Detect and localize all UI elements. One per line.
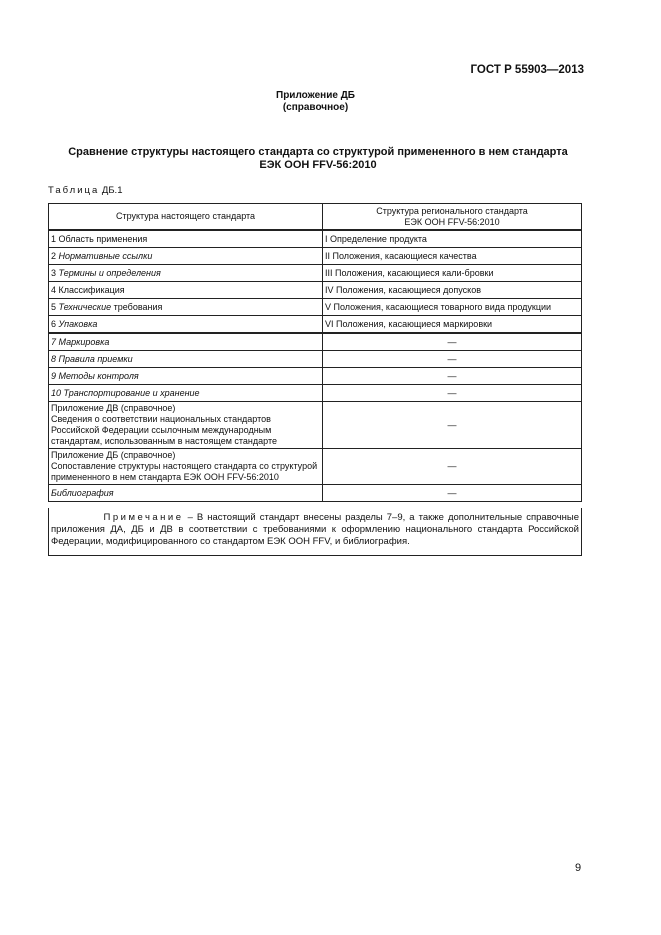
row-left-italic: Нормативные ссылки bbox=[58, 250, 153, 261]
row-left: 1 Область применения bbox=[49, 230, 323, 248]
table-row bbox=[49, 351, 582, 368]
row-right: III Положения, касающиеся кали-бровки bbox=[323, 265, 582, 282]
table-row bbox=[49, 449, 582, 485]
table-row bbox=[49, 282, 582, 299]
row-left-number: 2 bbox=[51, 250, 57, 261]
header-right-line-2: ЕЭК ООН FFV-56:2010 bbox=[404, 216, 500, 227]
row-left-italic: 8 Правила приемки bbox=[51, 353, 133, 364]
row-left bbox=[49, 485, 323, 502]
header-right-line-1: Структура регионального стандарта bbox=[376, 205, 528, 216]
note-text: – В настоящий стандарт внесены разделы 7–9, а также дополнительные справочные приложения ДА, ДБ и ДВ в соответствии с требованиями к оформлению национального стандарта Российской Федерации, модифицированного со стандартом ЕЭК ООН FFV, и библиография. bbox=[51, 512, 580, 547]
row-left bbox=[49, 449, 323, 485]
row-left-italic: Технические bbox=[58, 301, 112, 312]
structure-comparison-table bbox=[48, 203, 582, 502]
row-left bbox=[49, 385, 323, 402]
row-left bbox=[49, 368, 323, 385]
row-right-dash: — bbox=[323, 402, 582, 449]
appendix-subtitle: (справочное) bbox=[282, 102, 349, 113]
row-right: II Положения, касающиеся качества bbox=[323, 248, 582, 265]
row-left bbox=[49, 248, 323, 265]
row-left-line-1: Приложение ДВ (справочное) bbox=[51, 403, 176, 413]
row-left bbox=[49, 333, 323, 351]
row-left: 4 Классификация bbox=[49, 282, 323, 299]
row-right: V Положения, касающиеся товарного вида продукции bbox=[323, 299, 582, 316]
main-title-line-1: Сравнение структуры настоящего стандарта со структурой примененного в нем стандарта bbox=[68, 146, 568, 158]
row-right: VI Положения, касающиеся маркировки bbox=[323, 316, 582, 334]
row-right-dash: — bbox=[323, 351, 582, 368]
table-row bbox=[49, 299, 582, 316]
row-left-italic: 7 Маркировка bbox=[51, 336, 110, 347]
row-left bbox=[49, 299, 323, 316]
table-row bbox=[49, 368, 582, 385]
row-left-italic: 9 Методы контроля bbox=[51, 370, 139, 381]
table-caption bbox=[48, 185, 122, 196]
table-caption-number: ДБ.1 bbox=[101, 185, 123, 196]
table-note bbox=[48, 508, 582, 556]
row-left-number: 3 bbox=[51, 267, 57, 278]
table-row bbox=[49, 485, 582, 502]
table-row bbox=[49, 333, 582, 351]
table-row bbox=[49, 385, 582, 402]
row-left bbox=[49, 351, 323, 368]
note-label: Примечание bbox=[103, 512, 184, 523]
row-left-italic: Упаковка bbox=[58, 318, 98, 329]
row-left-line-1: Приложение ДБ (справочное) bbox=[51, 450, 176, 460]
table-row bbox=[49, 230, 582, 248]
appendix-heading bbox=[0, 90, 661, 114]
row-right-dash: — bbox=[323, 368, 582, 385]
row-left-line-2: Сопоставление структуры настоящего стандарта со структурой примененного в нем стандарта ЕЭК ООН FFV-56:2010 bbox=[51, 461, 318, 482]
table-row bbox=[49, 316, 582, 334]
appendix-title: Приложение ДБ bbox=[276, 90, 355, 101]
row-left bbox=[49, 402, 323, 449]
main-title-line-2: ЕЭК ООН FFV-56:2010 bbox=[259, 159, 377, 171]
row-left-line-2: Сведения о соответствии национальных стандартов Российской Федерации ссылочным международным стандартам, использованным в настоящем стандарте bbox=[51, 414, 277, 446]
row-left bbox=[49, 265, 323, 282]
row-left-number: 6 bbox=[51, 318, 57, 329]
page-number: 9 bbox=[575, 862, 582, 874]
table-row bbox=[49, 265, 582, 282]
table-header-row bbox=[49, 204, 582, 231]
table-caption-word: Таблица bbox=[48, 185, 100, 196]
table-row bbox=[49, 402, 582, 449]
main-title bbox=[48, 146, 588, 172]
row-right-dash: — bbox=[323, 449, 582, 485]
document-code: ГОСТ Р 55903—2013 bbox=[470, 64, 584, 76]
table-row bbox=[49, 248, 582, 265]
row-right-dash: — bbox=[323, 485, 582, 502]
row-left-italic: 10 Транспортирование и хранение bbox=[51, 387, 200, 398]
row-left-italic: Библиография bbox=[51, 487, 114, 498]
row-left bbox=[49, 316, 323, 334]
row-left-italic: Термины и определения bbox=[58, 267, 161, 278]
row-right-dash: — bbox=[323, 385, 582, 402]
row-right: I Определение продукта bbox=[323, 230, 582, 248]
row-left-number: 5 bbox=[51, 301, 57, 312]
header-right bbox=[323, 204, 582, 231]
row-right: IV Положения, касающиеся допусков bbox=[323, 282, 582, 299]
header-left: Структура настоящего стандарта bbox=[49, 204, 323, 231]
row-left-rest: требования bbox=[113, 301, 163, 312]
row-right-dash: — bbox=[323, 333, 582, 351]
